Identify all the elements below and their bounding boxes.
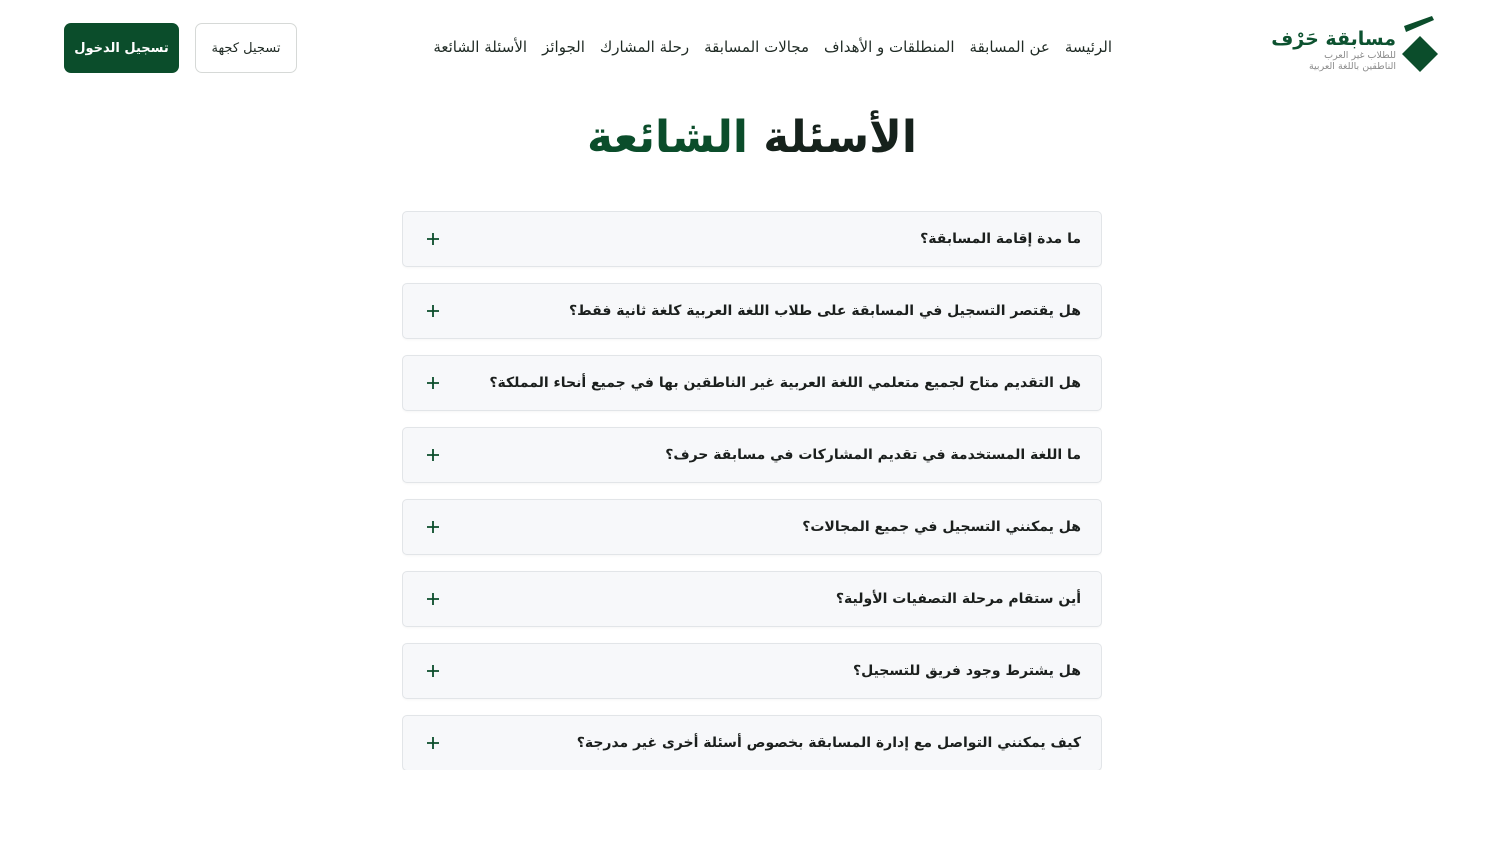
plus-icon[interactable] <box>425 591 441 607</box>
login-button[interactable]: تسجيل الدخول <box>64 23 179 73</box>
plus-icon[interactable] <box>425 663 441 679</box>
page-title-part1: الأسئلة <box>763 112 917 163</box>
brand-title: مسابقة حَرْف <box>1271 28 1396 50</box>
faq-question: هل يقتصر التسجيل في المسابقة على طلاب اللغة العربية كلغة ثانية فقط؟ <box>569 303 1081 319</box>
faq-item[interactable] <box>402 499 1102 555</box>
faq-item[interactable] <box>402 427 1102 483</box>
faq-question: هل يشترط وجود فريق للتسجيل؟ <box>852 663 1081 679</box>
faq-item[interactable] <box>402 283 1102 339</box>
faq-question: ما اللغة المستخدمة في تقديم المشاركات في مسابقة حرف؟ <box>665 447 1081 463</box>
faq-list <box>402 211 1102 770</box>
faq-item[interactable] <box>402 643 1102 699</box>
site-header <box>0 0 1504 92</box>
page-title-part2: الشائعة <box>586 112 748 163</box>
nav-item-journey[interactable]: رحلة المشارك <box>599 38 690 56</box>
faq-question: أين ستقام مرحلة التصفيات الأولية؟ <box>835 591 1081 607</box>
faq-question: هل التقديم متاح لجميع متعلمي اللغة العربية غير الناطقين بها في جميع أنحاء المملكة؟ <box>489 375 1081 391</box>
plus-icon[interactable] <box>425 519 441 535</box>
faq-item[interactable] <box>402 571 1102 627</box>
brand-logo[interactable] <box>1271 14 1442 80</box>
brand-subtitle-line1: للطلاب غير العرب <box>1324 50 1396 61</box>
faq-item[interactable] <box>402 715 1102 770</box>
nav-item-fields[interactable]: مجالات المسابقة <box>704 38 810 56</box>
plus-icon[interactable] <box>425 735 441 751</box>
brand-subtitle-line2: الناطقين باللغة العربية <box>1308 61 1396 72</box>
plus-icon[interactable] <box>425 303 441 319</box>
nav-item-goals[interactable]: المنطلقات و الأهداف <box>824 38 955 56</box>
faq-question: كيف يمكنني التواصل مع إدارة المسابقة بخصوص أسئلة أخرى غير مدرجة؟ <box>576 735 1081 751</box>
faq-item[interactable] <box>402 211 1102 267</box>
faq-item[interactable] <box>402 355 1102 411</box>
nav-item-home[interactable]: الرئيسة <box>1064 38 1112 56</box>
page-title <box>0 108 1504 168</box>
nav-item-faq[interactable]: الأسئلة الشائعة <box>433 38 528 56</box>
faq-question: ما مدة إقامة المسابقة؟ <box>920 231 1081 247</box>
main-nav <box>433 34 1112 60</box>
plus-icon[interactable] <box>425 375 441 391</box>
faq-question: هل يمكنني التسجيل في جميع المجالات؟ <box>802 519 1081 535</box>
plus-icon[interactable] <box>425 447 441 463</box>
nav-item-about[interactable]: عن المسابقة <box>969 38 1050 56</box>
plus-icon[interactable] <box>425 231 441 247</box>
nav-item-prizes[interactable]: الجوائز <box>542 38 585 56</box>
logo-diamond-icon <box>1392 14 1442 80</box>
register-entity-button[interactable]: تسجيل كجهة <box>195 23 297 73</box>
